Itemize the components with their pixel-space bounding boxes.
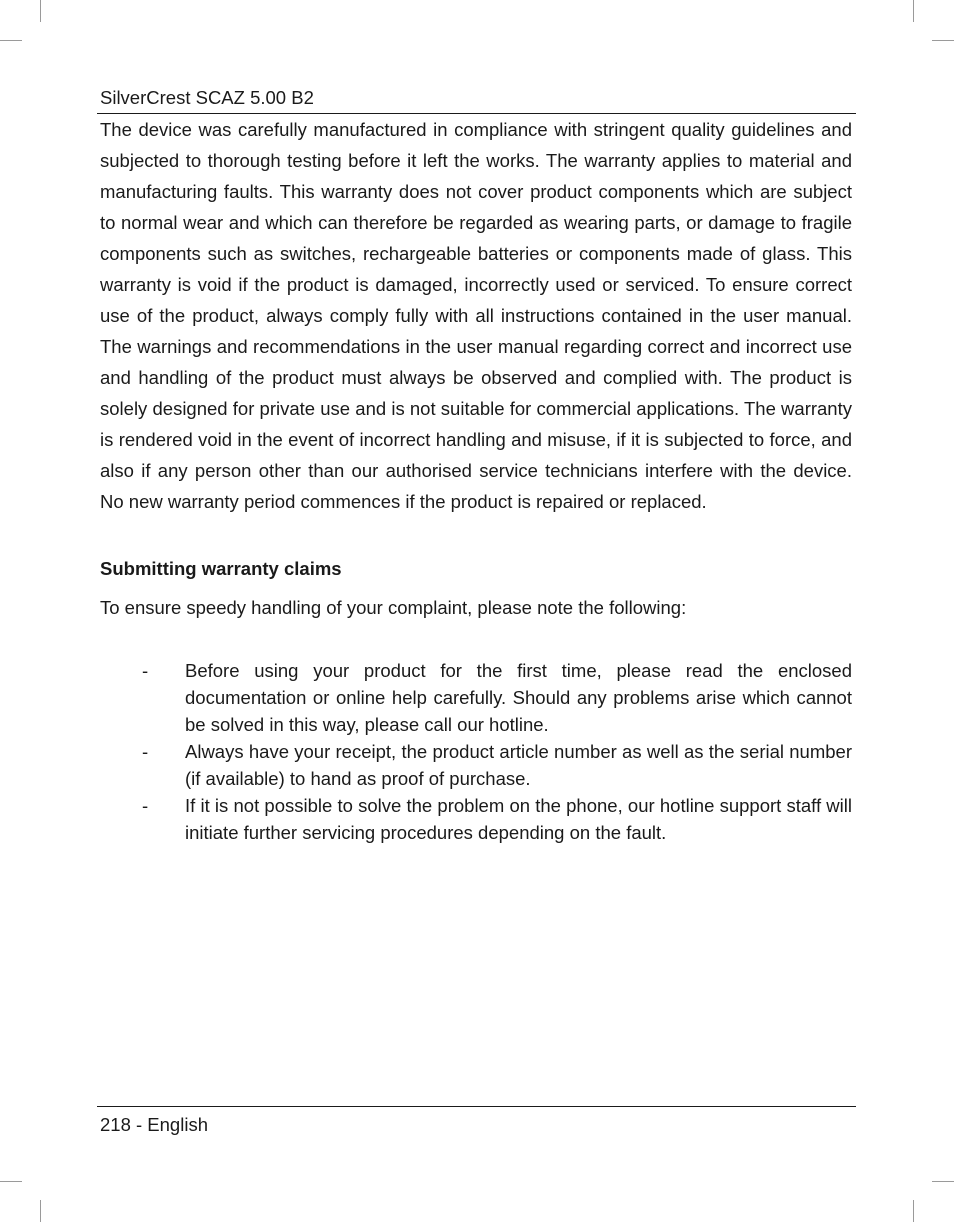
- bullet-marker: -: [142, 660, 149, 681]
- crop-mark-bottom-right-horizontal: [932, 1181, 954, 1182]
- page-header-title: SilverCrest SCAZ 5.00 B2: [100, 87, 314, 108]
- crop-mark-bottom-right-vertical: [913, 1200, 914, 1222]
- bullet-text: Always have your receipt, the product article number as well as the serial number (if available) to hand as proof of purchase.: [185, 741, 852, 789]
- crop-mark-top-left-vertical: [40, 0, 41, 22]
- crop-mark-bottom-left-vertical: [40, 1200, 41, 1222]
- crop-mark-top-right-vertical: [913, 0, 914, 22]
- bullet-text: If it is not possible to solve the problem on the phone, our hotline support staff will initiate further servicing procedures depending on the fault.: [185, 795, 852, 843]
- bullet-marker: -: [142, 795, 149, 816]
- list-item: [100, 738, 852, 792]
- intro-paragraph: To ensure speedy handling of your complaint, please note the following:: [100, 597, 687, 618]
- crop-mark-top-right-horizontal: [932, 40, 954, 41]
- bullet-list: [100, 657, 852, 846]
- list-item: [100, 657, 852, 738]
- section-heading: Submitting warranty claims: [100, 558, 342, 579]
- page-footer-label: 218 - English: [100, 1114, 208, 1135]
- warranty-paragraph: The device was carefully manufactured in compliance with stringent quality guidelines and subjected to thorough testing before it left the works. The warranty applies to material and manufacturing faults. This warranty does not cover product components which are subject to normal wear and which can therefore be regarded as wearing parts, or damage to fragile components such as switches, rechargeable batteries or components made of glass. This warranty is void if the product is damaged, incorrectly used or serviced. To ensure correct use of the product, always comply fully with all instructions contained in the user manual. The warnings and recommendations in the user manual regarding correct and incorrect use and handling of the product must always be observed and complied with. The product is solely designed for private use and is not suitable for commercial applications. The warranty is rendered void in the event of incorrect handling and misuse, if it is subjected to force, and also if any person other than our authorised service technicians interfere with the device. No new warranty period commences if the product is repaired or replaced.: [100, 119, 852, 512]
- crop-mark-bottom-left-horizontal: [0, 1181, 22, 1182]
- page-content: [100, 114, 852, 846]
- crop-mark-top-left-horizontal: [0, 40, 22, 41]
- bullet-marker: -: [142, 741, 149, 762]
- footer-rule: [97, 1106, 856, 1107]
- bullet-text: Before using your product for the first time, please read the enclosed documentation or online help carefully. Should any problems arise which cannot be solved in this way, please call our hotline.: [185, 660, 852, 735]
- list-item: [100, 792, 852, 846]
